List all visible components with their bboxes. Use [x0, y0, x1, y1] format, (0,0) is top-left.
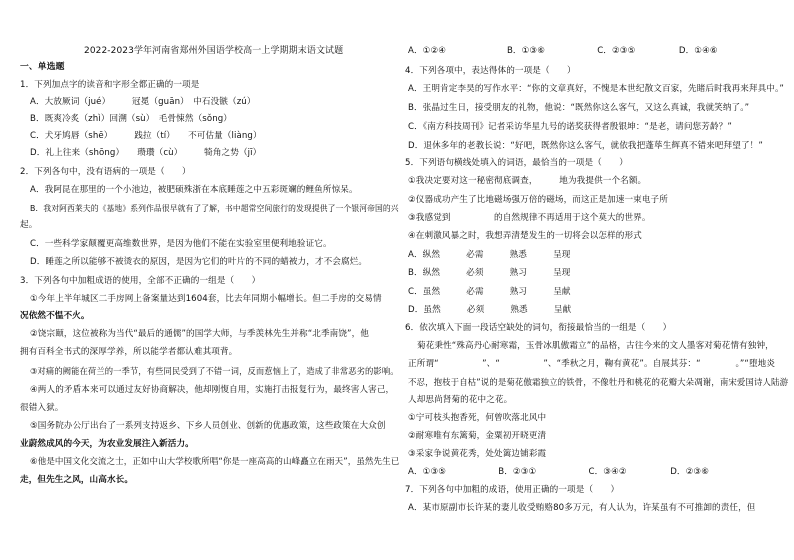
q2-option-b-cont: 起。 — [20, 220, 38, 230]
exam-title: 2022-2023学年河南省郑州外国语学校高一上学期期末语文试题 — [84, 46, 344, 56]
section-heading: 一、单选题 — [20, 62, 65, 72]
question-5: 5．下列语句横线处填入的词语，最恰当的一项是（ ） — [405, 158, 628, 168]
q1-option-d: D．礼上往来（shōng） 瓒瓚（cù） 犄角之势（jī） — [30, 148, 262, 158]
q3-item-1-cont: 况依然不愠不火。 — [20, 311, 90, 321]
q6-passage-3: 不忍，抱枝于自枯”说的是菊花傲霜独立的铁骨，不像牡丹和桃花的花瓣大朵凋谢，南宋爱国诗人陆游 — [408, 377, 789, 387]
q4-option-c: C．《南方科技周刊》记者采访华星九号的诺奖获得者殷银坤：“是老，请问您芳龄？” — [408, 122, 732, 132]
q1-option-a: A．大放厥词（jué） 冠冕（guān） 中石没镞（zú） — [30, 97, 256, 107]
q3-item-2: ②饶宗颐，这位被称为当代“最后的通儒”的国学大师，与季羡林先生并称“北季南饶”，他 — [30, 329, 369, 339]
question-6: 6．依次填入下面一段话空缺处的词句，衔接最恰当的一组是（ ） — [405, 323, 672, 333]
question-1: 1．下列加点字的读音和字形全都正确的一项是 — [20, 80, 200, 90]
q6-line-3: ③采家争说黄花秀，处处篱边铺彩霞 — [408, 449, 547, 459]
q2-option-b: B．我对阿西莱夫的《基地》系列作品很早就有了了解，书中超常空间旅行的发现提供了一个银河帝国的兴 — [30, 204, 399, 213]
q3-item-3: ③对痛的阙能在荷兰的一季节，有些同民受到了不错一词，反而惹恼上了，造成了非常恶劣的影响。 — [30, 366, 399, 376]
q2-option-d: D．睡莲之所以能够不被烫衣的原因，是因为它们的叶片的不同的蜡被力，才不会腐烂。 — [30, 257, 368, 267]
q5-option-a: A．纵然 必需 熟悉 呈现 — [408, 250, 571, 260]
q6-passage-2: 正所谓“ ”、“ ”、“季秋之月，鞠有黄花”。自展其芬：“ 。”“堕地炎 — [408, 359, 776, 369]
q4-option-d: D．退休多年的老教长说：“好吧，既然你这么客气，就依我把蓬荜生辉真不错来吧拜望了！” — [408, 141, 763, 151]
question-3: 3．下列各句中加粗成语的使用，全部不正确的一组是（ ） — [20, 276, 261, 286]
q6-line-2: ②耐寒唯有东篱菊，金粟初开晓更清 — [408, 431, 547, 441]
q3-item-6-cont: 走，但先生之风，山高水长。 — [20, 475, 134, 485]
q3-item-5-cont: 业蔚然成风的今天，为农业发展注入新活力。 — [20, 439, 194, 449]
q5-option-c: C．虽然 必需 熟习 呈献 — [408, 287, 571, 297]
q1-option-b: B．既爽冷炙（zhì）回溯（sù） 毛骨悚然（sǒng） — [30, 114, 232, 124]
q6-line-1: ①宁可枝头抱香死，何曾吹落北风中 — [408, 413, 547, 423]
q3-item-2-cont: 拥有百科全书式的深厚学养，所以能学者都认难其项背。 — [20, 347, 238, 357]
q1-option-c: C．犬牙鸠唇（shē） 践拉（tí） 不可估量（liàng） — [30, 131, 262, 141]
q7-option-a: A．某市原副市长许某的妻儿收受贿赂80多万元，有人认为，许某虽有不可推卸的责任，但 — [408, 503, 756, 513]
q2-option-c: C．一些科学家颠覆更高维数世界，是因为他们不能在实验室里便利地验证它。 — [30, 239, 332, 249]
question-4: 4．下列各项中，表达得体的一项是（ ） — [405, 66, 576, 76]
q5-sentence-2: ②仪器成功产生了比地磁场强万倍的磁场，而这正是加速一束电子所 — [408, 195, 668, 205]
q5-option-d: D．虽然 必须 熟悉 呈献 — [408, 305, 572, 315]
q6-passage-1: 菊花秉性“殊高丹心耐寒霜，玉骨冰肌傲霜立”的品格，古往今来的文人墨客对菊花情有独钟， — [417, 341, 774, 351]
q3-options: A．①②④ B．①③⑥ C．②③⑤ D．①④⑥ — [408, 46, 718, 56]
q5-sentence-1: ①我决定要对这一秘密彻底调查， 地为我提供一个名额。 — [408, 176, 647, 186]
q3-item-1: ①今年上半年城区二手房网上备案量达到1604套，比去年同期小幅增长。但二手房的交易情 — [30, 294, 382, 304]
q6-passage-4: 人却思尚肾菊的花中之花。 — [408, 395, 513, 405]
q5-sentence-3: ③我感觉到 的自然规律不再适用于这个莫大的世界。 — [408, 213, 651, 223]
question-7: 7．下列各句中加粗的成语，使用正确的一项是（ ） — [405, 485, 620, 495]
q3-item-5: ⑤国务院办公厅出台了一系列支持返乡、下乡人员创业、创新的优惠政策，这些政策在大众创 — [30, 421, 386, 431]
q2-option-a: A．我阿昆在那里的一个小池边，被肥硕殊浙在本底睡莲之中五彩斑斓的鲤鱼所惊呆。 — [30, 185, 358, 195]
q6-options: A．①③⑤ B．②③① C．③④② D．②③⑥ — [408, 467, 710, 477]
q4-option-b: B．张晶过生日，接受朋友的礼物，他说：“既然你这么客气，又这么真诚，我就笑纳了。” — [408, 103, 750, 113]
q3-item-4-cont: 很错入狱。 — [20, 403, 64, 413]
question-2: 2．下列各句中，没有语病的一项是（ ） — [20, 167, 191, 177]
q3-item-6: ⑥他是中国文化交流之士，正如中山大学校歌所唱“你是一座高高的山峰矗立在雨天”，虽然先生已 — [30, 457, 400, 467]
q4-option-a: A．王明肯定李昊的写作水平：“你的文章真好，不愧是本世纪散文百家，先睹后时我再来拜具中。” — [408, 84, 784, 94]
q5-option-b: B．纵然 必须 熟习 呈现 — [408, 268, 571, 278]
q5-sentence-4: ④在刺激风暴之时，我想弄清楚发生的一切将会以怎样的形式 — [408, 231, 642, 241]
q3-item-4: ④两人的矛盾本来可以通过友好协商解决，他却刚愎自用，实施打击报复行为，最终害人害己， — [30, 385, 395, 395]
